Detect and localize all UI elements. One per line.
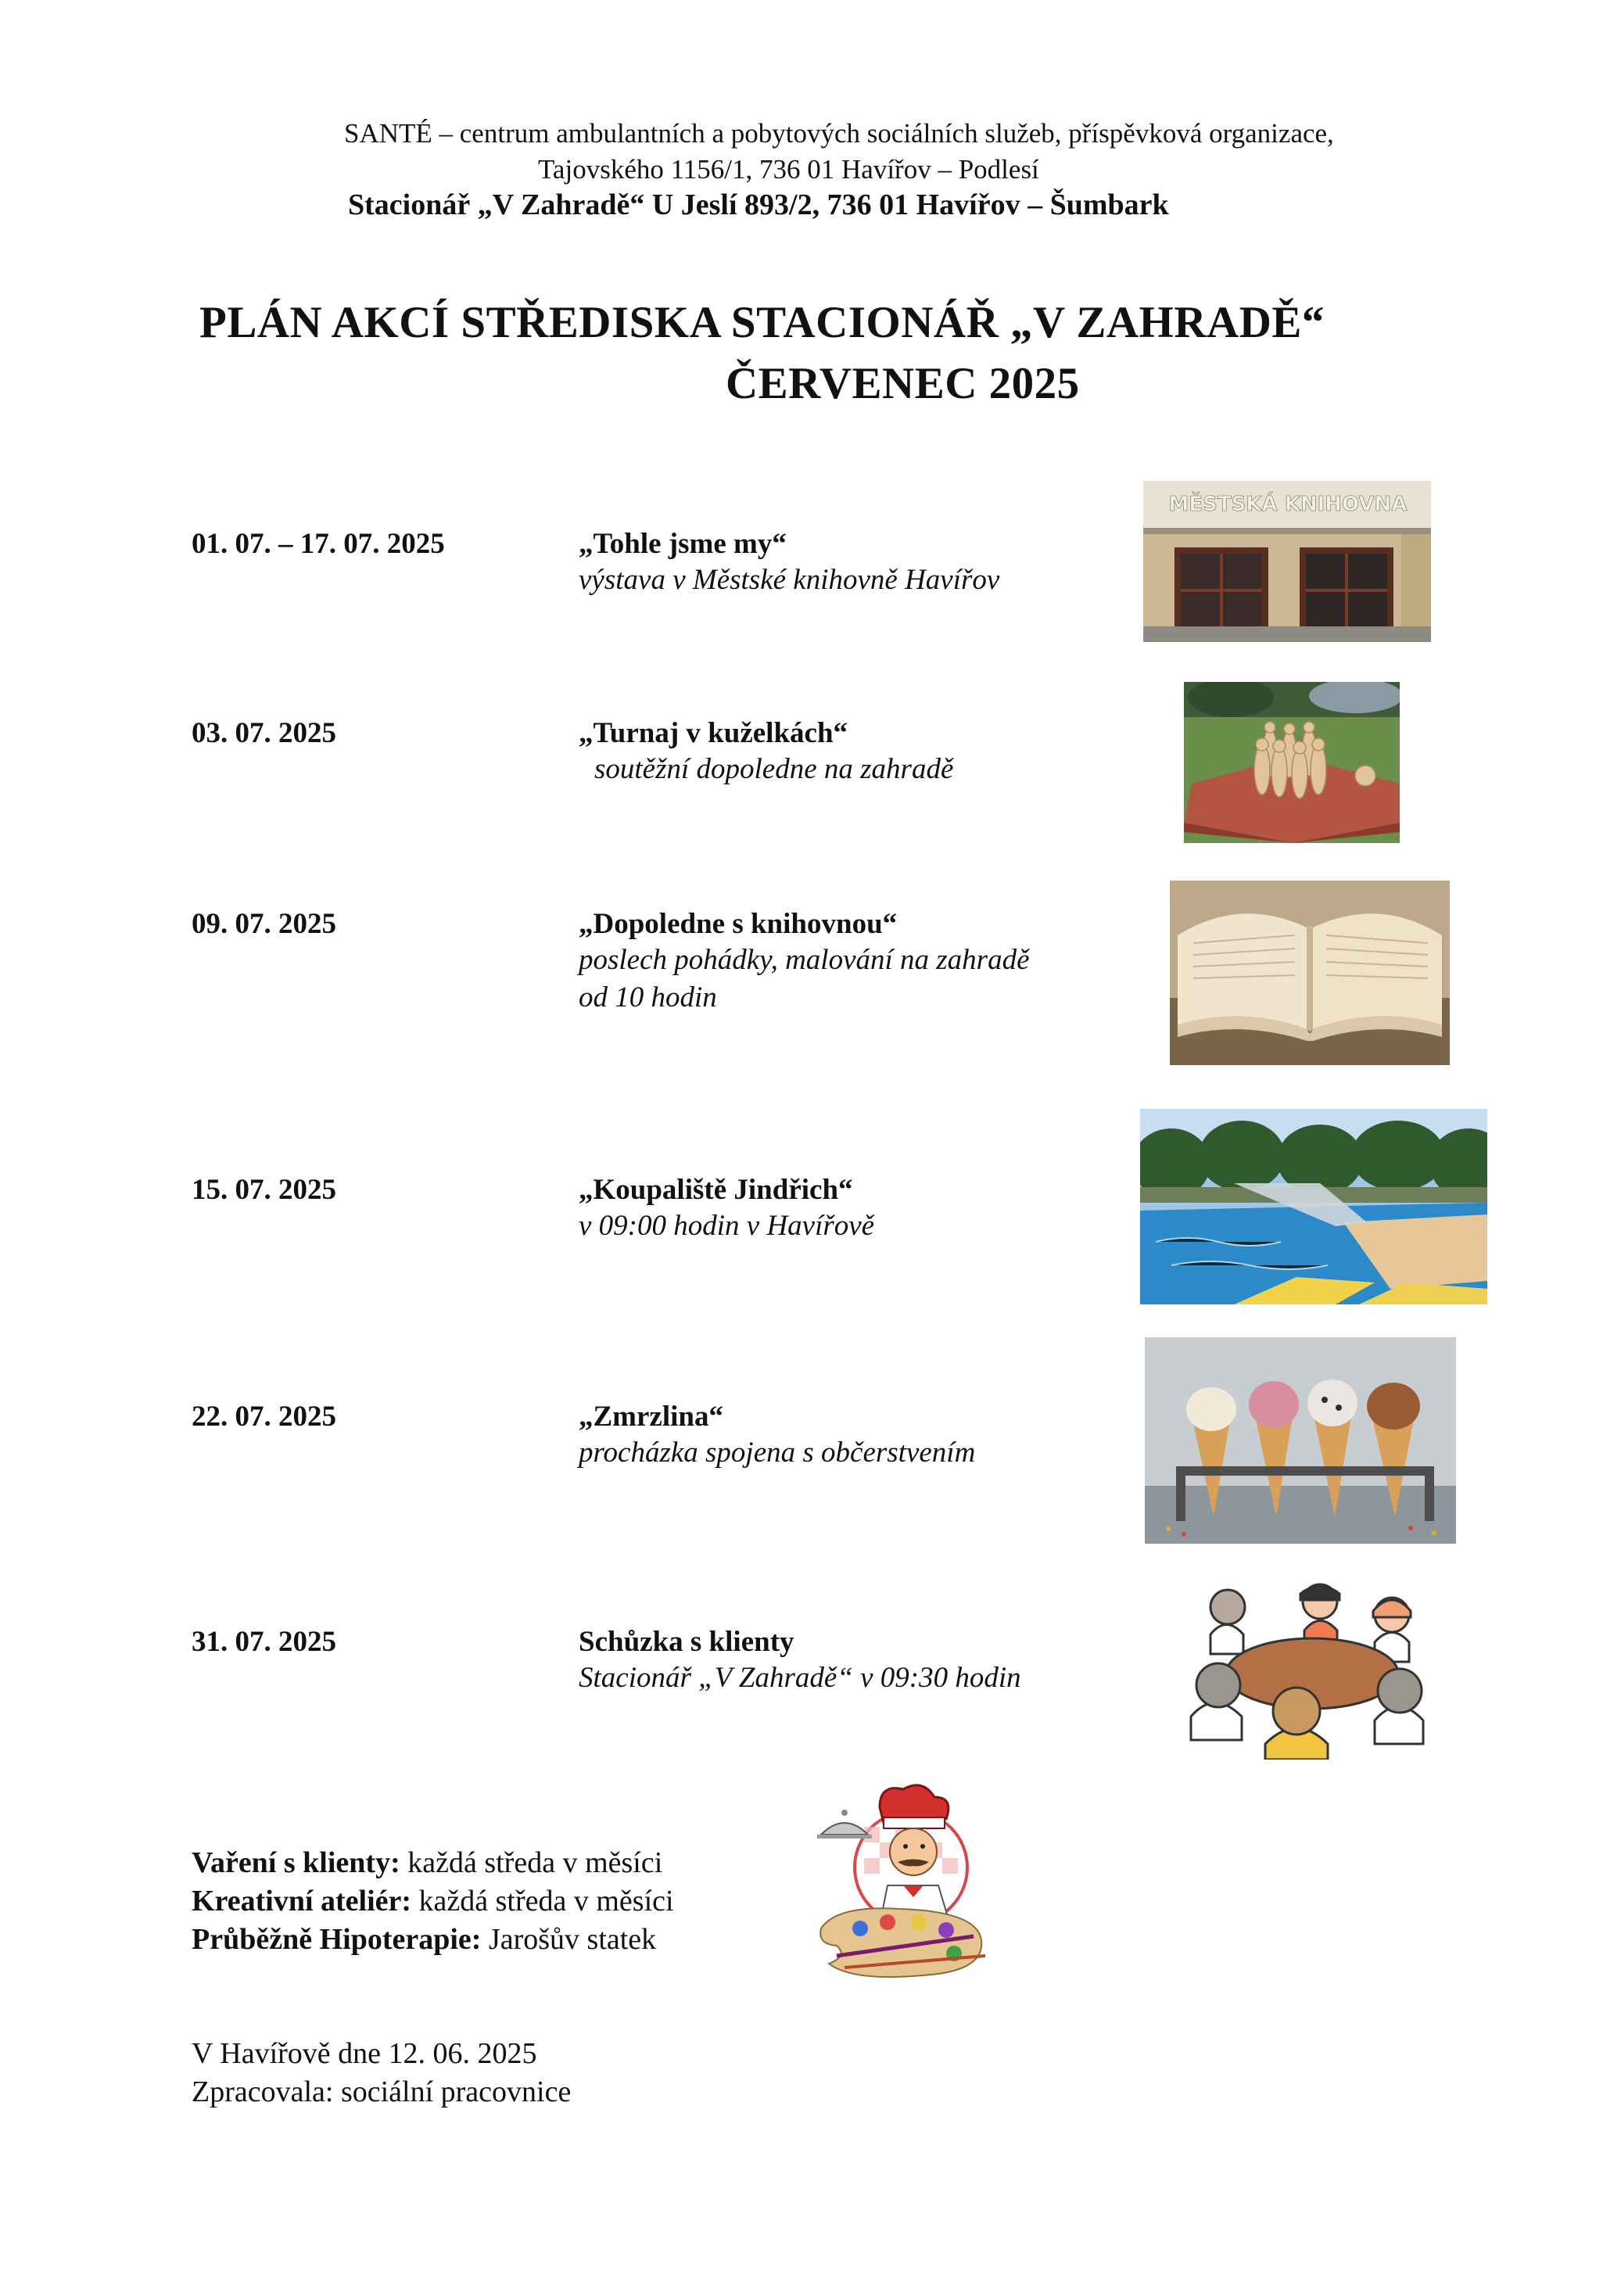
ice-cream-image (1145, 1337, 1456, 1544)
header-org-line: SANTÉ – centrum ambulantních a pobytových sociálních služeb, příspěvková organizace, (344, 118, 1334, 149)
regular-activity-value: Jarošův statek (488, 1923, 657, 1956)
event-description-time: od 10 hodin (579, 981, 717, 1013)
regular-activity-label: Vaření s klienty: (192, 1846, 400, 1879)
event-title: „Koupaliště Jindřich“ (579, 1174, 853, 1206)
skittles-image (1184, 682, 1400, 843)
open-book-image (1170, 881, 1450, 1065)
event-date: 15. 07. 2025 (192, 1174, 336, 1206)
event-description: výstava v Městské knihovně Havířov (579, 564, 1000, 596)
library-building-image (1143, 481, 1431, 642)
event-date: 31. 07. 2025 (192, 1626, 336, 1658)
footer-place-date: V Havířově dne 12. 06. 2025 (192, 2037, 537, 2070)
event-title: „Tohle jsme my“ (579, 528, 787, 560)
event-description: v 09:00 hodin v Havířově (579, 1210, 875, 1242)
header-stacionar-line: Stacionář „V Zahradě“ U Jeslí 893/2, 736 01 Havířov – Šumbark (348, 188, 1169, 221)
regular-activity-label: Průběžně Hipoterapie: (192, 1923, 482, 1956)
event-description: Stacionář „V Zahradě“ v 09:30 hodin (579, 1662, 1021, 1694)
event-date: 03. 07. 2025 (192, 717, 336, 749)
regular-activity-hippotherapy (192, 1921, 656, 1959)
swimming-pool-image (1140, 1109, 1487, 1304)
event-title: „Turnaj v kuželkách“ (579, 717, 848, 749)
event-description: poslech pohádky, malování na zahradě (579, 944, 1030, 976)
footer-prepared-by: Zpracovala: sociální pracovnice (192, 2075, 572, 2108)
event-date: 01. 07. – 17. 07. 2025 (192, 528, 445, 560)
regular-activity-cooking (192, 1844, 662, 1882)
regular-activity-value: každá středa v měsíci (407, 1846, 663, 1879)
regular-activity-label: Kreativní ateliér: (192, 1885, 412, 1918)
regular-activity-creative (192, 1882, 674, 1921)
svg-text:MĚSTSKÁ KNIHOVNA: MĚSTSKÁ KNIHOVNA (1168, 493, 1408, 516)
event-title: „Zmrzlina“ (579, 1401, 723, 1433)
page-subtitle-month: ČERVENEC 2025 (726, 359, 1080, 408)
event-date: 22. 07. 2025 (192, 1401, 336, 1433)
regular-activity-value: každá středa v měsíci (418, 1885, 674, 1918)
page-title: PLÁN AKCÍ STŘEDISKA STACIONÁŘ „V ZAHRADĚ“ (199, 298, 1325, 347)
meeting-people-image (1187, 1580, 1429, 1760)
event-description: soutěžní dopoledne na zahradě (594, 753, 954, 785)
event-title: Schůzka s klienty (579, 1626, 794, 1658)
event-date: 09. 07. 2025 (192, 908, 336, 940)
event-description: procházka spojena s občerstvením (579, 1437, 976, 1469)
header-address-line: Tajovského 1156/1, 736 01 Havířov – Podlesí (538, 154, 1039, 185)
chef-palette-image (805, 1780, 993, 1985)
event-title: „Dopoledne s knihovnou“ (579, 908, 898, 940)
